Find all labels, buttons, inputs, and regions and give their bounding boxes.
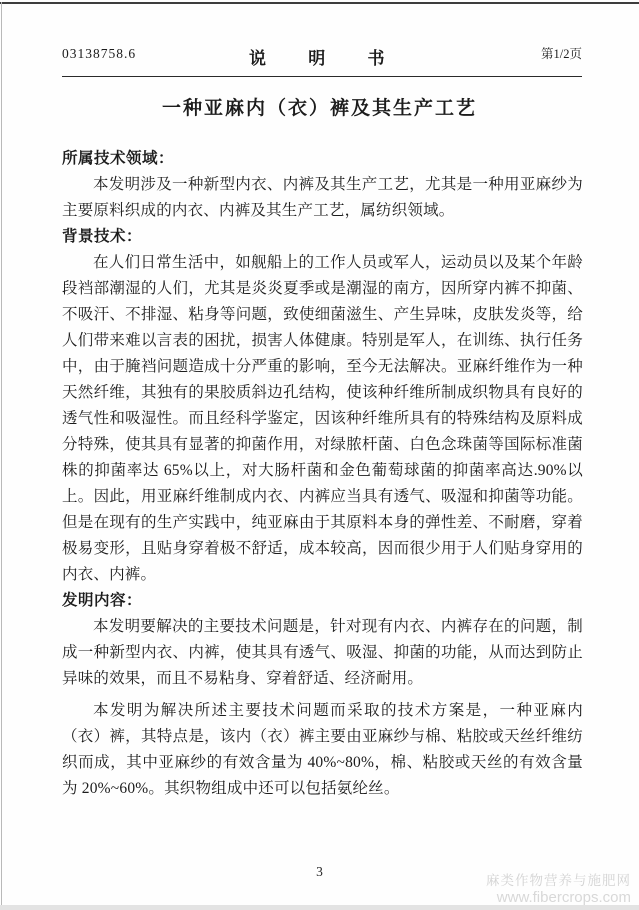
invention-title: 一种亚麻内（衣）裤及其生产工艺 xyxy=(161,98,477,119)
section-heading-technical-field: 所属技术领域： xyxy=(62,150,175,167)
document-type-title: 说 明 书 xyxy=(249,49,404,68)
page-indicator: 第1/2页 xyxy=(541,47,582,61)
scan-edge-left xyxy=(1,2,2,908)
scan-edge-top xyxy=(0,2,639,4)
page-number: 3 xyxy=(316,864,323,879)
paragraph-invention-solution: 本发明为解决所述主要技术问题而采取的技术方案是，一种亚麻内（衣）裤，其特点是，该内（衣）裤主要由亚麻纱与棉、粘胶或天丝纤维纺织而成，其中亚麻纱的有效含量为 40%~80%，棉、粘胶或天丝的有效含量为 20%~60%。其织物组成中还可以包括氨纶丝。 xyxy=(62,702,583,797)
watermark xyxy=(486,873,631,906)
document-body xyxy=(62,146,583,802)
paragraph-background-art: 在人们日常生活中，如舰船上的工作人员或军人，运动员以及某个年龄段裆部潮湿的人们，尤其是炎炎夏季或是潮湿的南方，因所穿内裤不抑菌、不吸汗、不排湿、粘身等问题，致使细菌滋生、产生异味，皮肤发炎等，给人们带来难以言表的困扰，损害人体健康。特别是军人，在训练、执行任务中，由于腌裆问题造成十分严重的影响，至今无法解决。亚麻纤维作为一种天然纤维，其独有的果胶质斜边孔结构，使该种纤维所制成织物具有良好的透气性和吸湿性。而且经科学鉴定，因该种纤维所具有的特殊结构及原料成分特殊，使其具有显著的抑菌作用，对绿脓杆菌、白色念珠菌等国际标准菌株的抑菌率达 65%以上，对大肠杆菌和金色葡萄球菌的抑菌率高达.90%以上。因此，用亚麻纤维制成内衣、内裤应当具有透气、吸湿和抑菌等功能。但是在现有的生产实践中，纯亚麻由于其原料本身的弹性差、不耐磨，穿着极易变形，且贴身穿着极不舒适，成本较高，因而很少用于人们贴身穿用的内衣、内裤。 xyxy=(62,254,583,583)
header-divider xyxy=(62,76,582,77)
application-number: 03138758.6 xyxy=(62,46,137,61)
page-header xyxy=(62,44,582,68)
paragraph-technical-field: 本发明涉及一种新型内衣、内裤及其生产工艺，尤其是一种用亚麻纱为主要原料织成的内衣、内裤及其生产工艺，属纺织领域。 xyxy=(62,176,583,219)
watermark-site-url: www.fibercrops.com xyxy=(496,888,631,906)
watermark-site-name: 麻类作物营养与施肥网 xyxy=(486,873,631,889)
section-heading-invention-content: 发明内容： xyxy=(62,592,143,609)
section-heading-background-art: 背景技术： xyxy=(62,228,143,245)
paragraph-invention-problem: 本发明要解决的主要技术问题是，针对现有内衣、内裤存在的问题，制成一种新型内衣、内裤，使其具有透气、吸湿、抑菌的功能，从而达到防止异味的效果，而且不易粘身、穿着舒适、经济耐用。 xyxy=(62,618,583,687)
